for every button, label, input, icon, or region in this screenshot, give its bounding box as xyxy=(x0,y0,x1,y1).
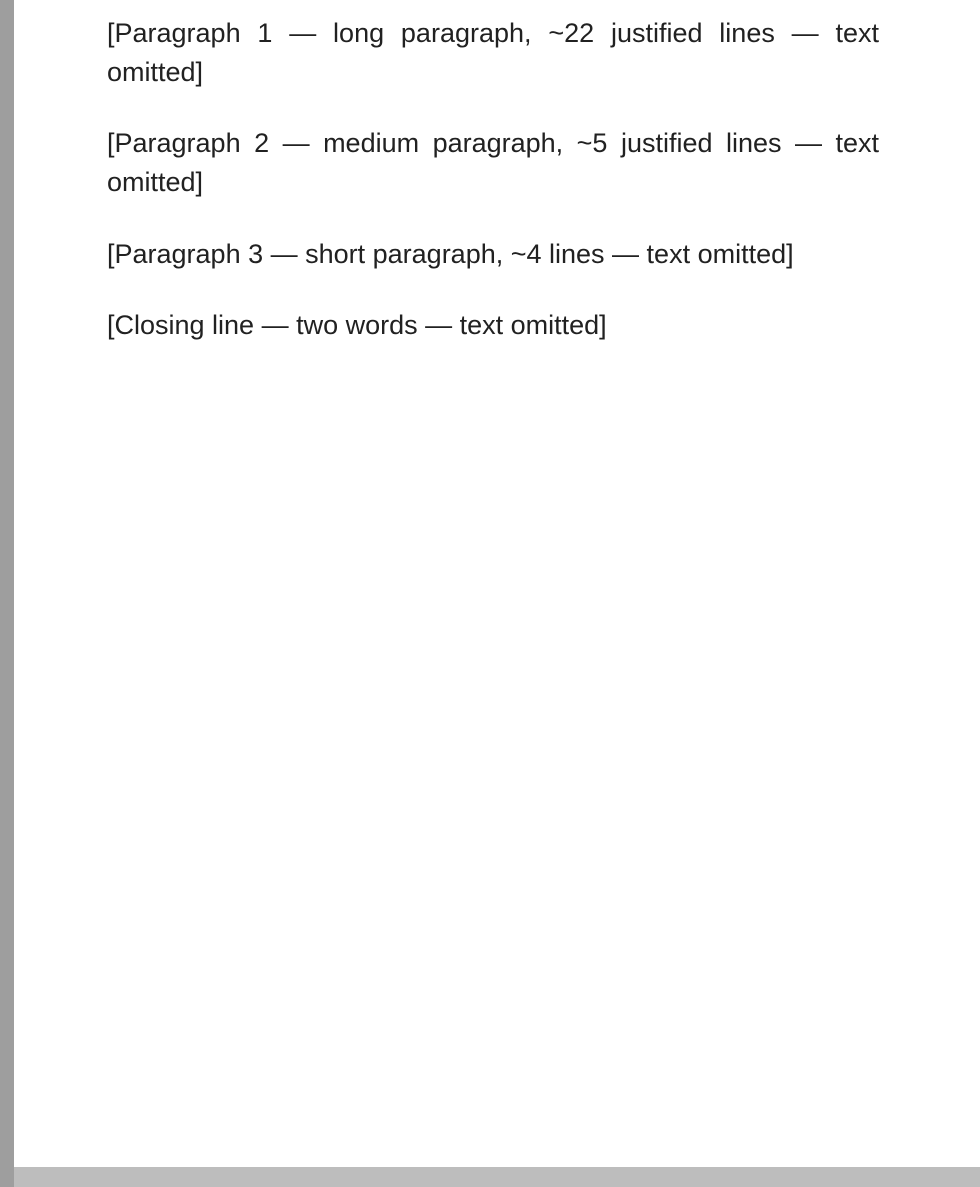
text-column xyxy=(107,14,879,377)
document-page xyxy=(14,0,980,1167)
closing-line: [Closing line — two words — text omitted] xyxy=(107,309,607,340)
paragraph: [Paragraph 1 — long paragraph, ~22 justified lines — text omitted] xyxy=(107,18,879,88)
bottom-bar xyxy=(14,1167,980,1187)
paragraph: [Paragraph 2 — medium paragraph, ~5 justified lines — text omitted] xyxy=(107,128,879,198)
paragraph: [Paragraph 3 — short paragraph, ~4 lines — text omitted] xyxy=(107,238,794,269)
